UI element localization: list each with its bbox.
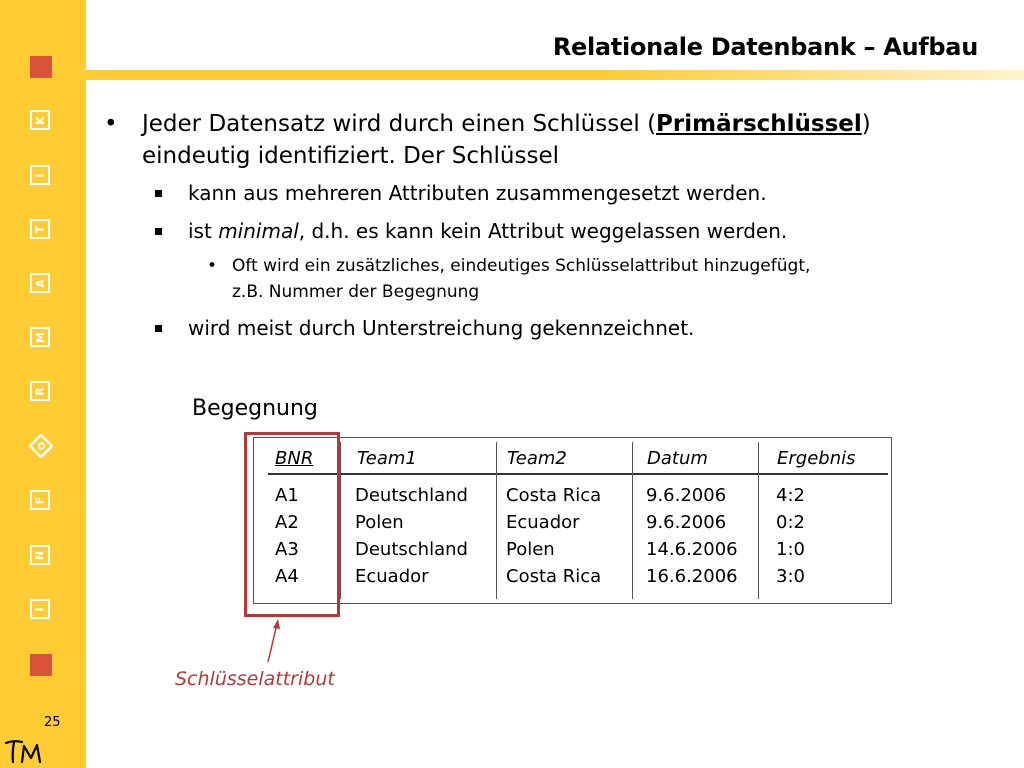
sidebar-letter-m: M [30, 327, 50, 347]
table-header-divider [268, 473, 888, 475]
key-column-highlight [244, 432, 340, 617]
cell-datum: 9.6.2006 [646, 485, 727, 506]
cell-datum: 14.6.2006 [646, 539, 738, 560]
bullet-text: Jeder Datensatz wird durch einen Schlüssel ( [142, 111, 657, 137]
square-bullet-icon [155, 325, 162, 332]
sidebar-letter-a: A [30, 273, 50, 293]
column-divider [758, 442, 759, 599]
bullet-text-end: ) [861, 111, 871, 137]
header-team2: Team2 [507, 448, 567, 469]
sidebar-letter-t: T [30, 219, 50, 239]
sub-bullet-text: wird meist durch Unterstreichung gekennzeichnet. [188, 316, 695, 340]
cell-ergebnis: 1:0 [776, 539, 805, 560]
primary-key-term: Primärschlüssel [656, 111, 862, 137]
header-bnr: BNR [275, 448, 314, 469]
sidebar-square-bottom [30, 654, 52, 676]
cell-team2: Costa Rica [506, 566, 602, 587]
cell-ergebnis: 0:2 [776, 512, 805, 533]
sidebar [0, 0, 86, 768]
cell-team2: Ecuador [506, 512, 580, 533]
cell-datum: 9.6.2006 [646, 512, 727, 533]
svg-text:O: O [37, 441, 48, 451]
table-caption: Begegnung [192, 396, 318, 421]
square-bullet-icon [155, 228, 162, 235]
key-attribute-label: Schlüsselattribut [175, 668, 335, 690]
cell-team2: Costa Rica [506, 485, 602, 506]
sidebar-letter-n: N [30, 545, 50, 565]
cell-team1: Polen [355, 512, 404, 533]
sub-bullet-text: kann aus mehreren Attributen zusammengesetzt werden. [188, 181, 767, 205]
cell-team2: Polen [506, 539, 555, 560]
sidebar-square-top [30, 56, 52, 78]
page-number: 25 [44, 715, 61, 730]
header-team1: Team1 [357, 448, 417, 469]
square-bullet-icon [155, 190, 162, 197]
column-divider [632, 442, 633, 599]
cell-bnr: A3 [275, 539, 299, 560]
column-divider [496, 442, 497, 599]
tm-logo-icon [4, 738, 48, 764]
header-ergebnis: Ergebnis [777, 448, 856, 469]
bullet-text-line2: eindeutig identifiziert. Der Schlüssel [142, 143, 560, 169]
sidebar-letter-r: R [30, 381, 50, 401]
bullet-dot-icon: • [104, 111, 118, 137]
cell-bnr: A4 [275, 566, 299, 587]
cell-bnr: A2 [275, 512, 299, 533]
title-underline-bar [86, 70, 1024, 80]
cell-ergebnis: 3:0 [776, 566, 805, 587]
sub-bullet-text-end: , d.h. es kann kein Attribut weggelassen werden. [298, 219, 788, 243]
cell-team1: Deutschland [355, 539, 468, 560]
sub-sub-bullet-text: Oft wird ein zusätzliches, eindeutiges Schlüsselattribut hinzugefügt, [232, 256, 811, 276]
header-datum: Datum [647, 448, 708, 469]
minimal-term: minimal [218, 219, 299, 243]
cell-ergebnis: 4:2 [776, 485, 805, 506]
sub-sub-bullet-text-line2: z.B. Nummer der Begegnung [232, 282, 480, 302]
arrow-up-icon [262, 618, 282, 664]
column-divider [340, 442, 341, 599]
sidebar-letter-f: F [30, 490, 50, 510]
sidebar-letter-k: K [30, 110, 50, 130]
sidebar-letter-i: I [30, 165, 50, 185]
cell-team1: Ecuador [355, 566, 429, 587]
cell-datum: 16.6.2006 [646, 566, 738, 587]
bullet-dot-icon: • [207, 256, 218, 276]
slide-title: Relationale Datenbank – Aufbau [552, 33, 978, 61]
cell-team1: Deutschland [355, 485, 468, 506]
sub-bullet-text: ist [188, 219, 219, 243]
sidebar-letter-i2: I [30, 599, 50, 619]
cell-bnr: A1 [275, 485, 299, 506]
sidebar-diamond-o [29, 434, 53, 458]
